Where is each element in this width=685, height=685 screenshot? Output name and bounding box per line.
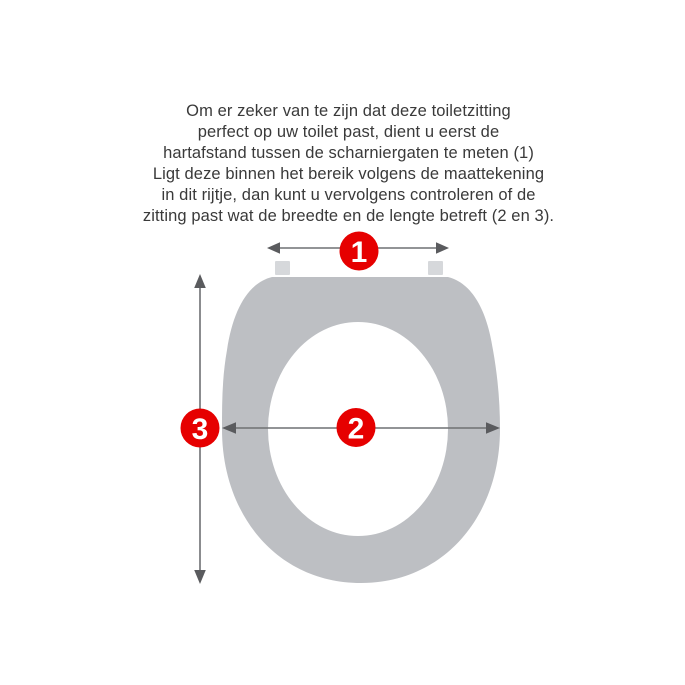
arrow-left-head-icon bbox=[267, 242, 280, 254]
arrow-up-head-icon bbox=[194, 274, 206, 288]
marker-3 bbox=[181, 409, 220, 448]
marker-3-label: 3 bbox=[191, 412, 209, 446]
instruction-line-1: Om er zeker van te zijn dat deze toiletzitting bbox=[186, 102, 511, 120]
instruction-line-3: hartafstand tussen de scharniergaten te meten (1) bbox=[163, 143, 534, 162]
hinge-left bbox=[275, 261, 290, 275]
hinge-right bbox=[428, 261, 443, 275]
marker-1 bbox=[340, 232, 379, 271]
instruction-line-4: Ligt deze binnen het bereik volgens de maattekening bbox=[152, 164, 545, 183]
arrow-right-head-icon bbox=[436, 242, 449, 254]
instruction-line-2: perfect op uw toilet past, dient u eerst de bbox=[197, 122, 500, 141]
instruction-line-5: in dit rijtje, dan kunt u vervolgens controleren of de bbox=[161, 185, 536, 204]
arrow-down-head-icon bbox=[194, 570, 206, 584]
marker-1-label: 1 bbox=[350, 235, 368, 269]
marker-2 bbox=[337, 408, 376, 447]
instruction-line-6: zitting past wat de breedte en de lengte betreft (2 en 3). bbox=[142, 206, 555, 225]
marker-2-label: 2 bbox=[347, 412, 365, 446]
